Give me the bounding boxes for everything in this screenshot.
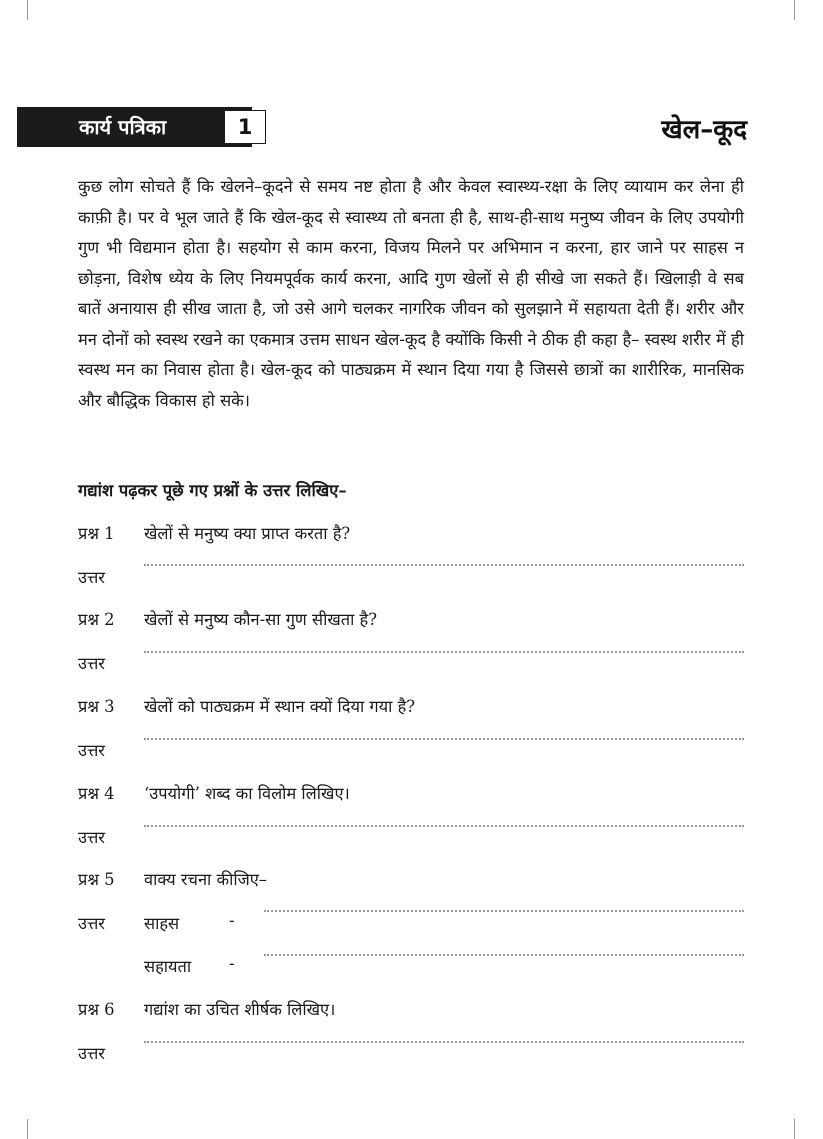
answer-line[interactable] (144, 738, 744, 740)
answer-label: उत्तर (78, 828, 106, 847)
answer-label: उत्तर (78, 568, 106, 587)
sentence-word: साहस (144, 914, 180, 933)
question-5 (78, 867, 267, 890)
answer-line[interactable] (144, 651, 744, 653)
question-number: प्रश्न 4 (78, 784, 115, 803)
worksheet-label: कार्य पत्रिका (79, 115, 167, 139)
question-number: प्रश्न 5 (78, 870, 115, 889)
question-text: गद्यांश का उचित शीर्षक लिखिए। (144, 1000, 336, 1019)
answer-line[interactable] (144, 564, 744, 566)
question-2 (78, 607, 377, 630)
instruction: गद्यांश पढ़कर पूछे गए प्रश्नों के उत्तर लिखिए– (78, 481, 347, 500)
worksheet-header (17, 107, 252, 147)
sentence-dash: - (229, 911, 235, 930)
crop-mark (794, 0, 795, 20)
worksheet-number: 1 (224, 110, 266, 144)
answer-label: उत्तर (78, 1044, 106, 1063)
question-3 (78, 694, 415, 717)
question-text: खेलों से मनुष्य क्या प्राप्त करता है? (144, 524, 351, 543)
question-text: खेलों को पाठ्यक्रम में स्थान क्यों दिया गया है? (144, 697, 416, 716)
answer-line[interactable] (264, 910, 744, 912)
question-number: प्रश्न 6 (78, 1000, 115, 1019)
question-1 (78, 521, 350, 544)
answer-label: उत्तर (78, 914, 106, 933)
answer-label: उत्तर (78, 654, 106, 673)
topic-title: खेल–कूद (661, 115, 747, 145)
question-number: प्रश्न 2 (78, 610, 115, 629)
passage: कुछ लोग सोचते हैं कि खेलने–कूदने से समय नष्ट होता है और केवल स्वास्थ्य-रक्षा के लिए व्यायाम कर लेना ही काफ़ी है। पर वे भूल जाते हैं कि खेल-कूद से स्वास्थ्य तो बनता ही है, साथ-ही-साथ मनुष्य जीवन के लिए उपयोगी गुण भी विद्यमान होता है। सहयोग से काम करना, विजय मिलने पर अभिमान न करना, हार जाने पर साहस न छोड़ना, विशेष ध्येय के लिए नियमपूर्वक कार्य करना, आदि गुण खेलों से ही सीखे जा सकते हैं। खिलाड़ी वे सब बातें अनायास ही सीख जाता है, जो उसे आगे चलकर नागरिक जीवन को सुलझाने में सहायता देती हैं। शरीर और मन दोनों को स्वस्थ रखने का एकमात्र उत्तम साधन खेल-कूद है क्योंकि किसी ने ठीक ही कहा है– स्वस्थ शरीर में ही स्वस्थ मन का निवास होता है। खेल-कूद को पाठ्यक्रम में स्थान दिया गया है जिससे छात्रों का शारीरिक, मानसिक और बौद्धिक विकास हो सके। (78, 177, 744, 410)
crop-mark (794, 1119, 795, 1139)
question-text: खेलों से मनुष्य कौन-सा गुण सीखता है? (144, 610, 378, 629)
question-number: प्रश्न 3 (78, 697, 115, 716)
question-text: ‘उपयोगी’ शब्द का विलोम लिखिए। (144, 784, 350, 803)
answer-label: उत्तर (78, 741, 106, 760)
answer-line[interactable] (144, 825, 744, 827)
sentence-dash: - (229, 954, 235, 973)
answer-line[interactable] (144, 1041, 744, 1043)
question-text: वाक्य रचना कीजिए– (144, 870, 268, 889)
sentence-word: सहायता (144, 957, 192, 976)
crop-mark (27, 0, 28, 20)
question-number: प्रश्न 1 (78, 524, 115, 543)
crop-mark (27, 1119, 28, 1139)
answer-line[interactable] (264, 954, 744, 956)
question-4 (78, 781, 350, 804)
question-6 (78, 997, 335, 1020)
